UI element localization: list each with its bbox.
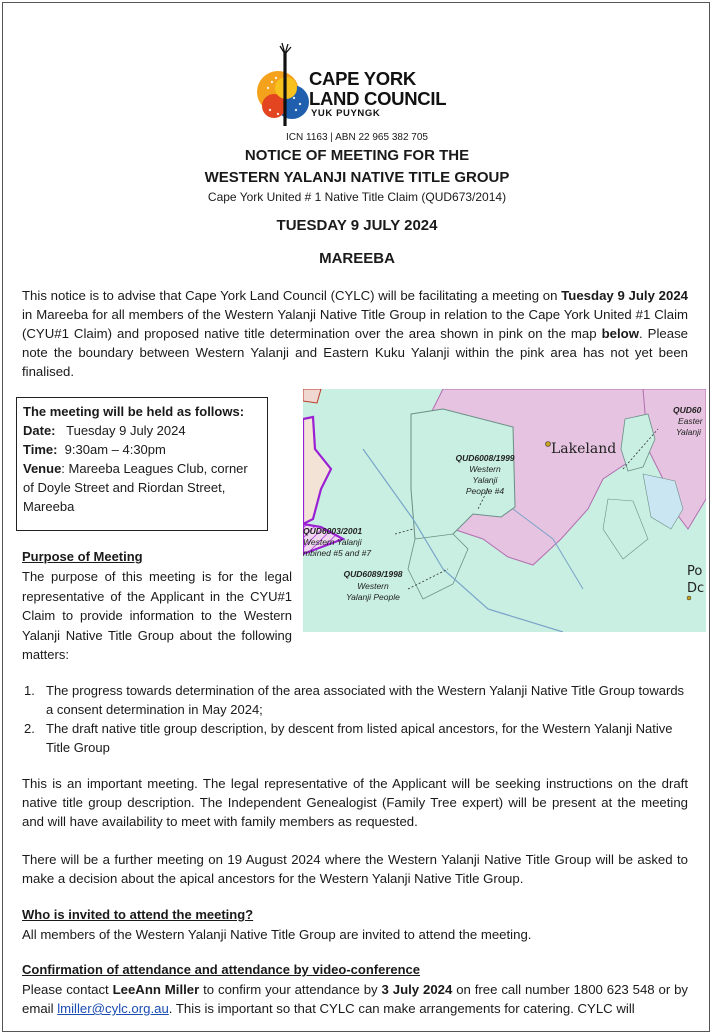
claim-area-map — [303, 389, 706, 632]
further-meeting-paragraph: There will be a further meeting on 19 August 2024 where the Western Yalanji Native Title Group will be asked to make a decision about the apical ancestors for the Western Yalanji Native Title Group. — [22, 852, 688, 886]
abn-line: ICN 1163 | ABN 22 965 382 705 — [286, 132, 428, 143]
list-item: 2. The draft native title group description, by descent from listed apical ancestors, for the Western Yalanji Native Title Group — [24, 721, 673, 755]
map-label-po: Po — [687, 564, 703, 579]
meeting-place-heading: MAREEBA — [319, 250, 395, 267]
meeting-box-heading: The meeting will be held as follows: — [23, 404, 245, 419]
purpose-heading: Purpose of Meeting — [22, 549, 143, 564]
meeting-details-box — [16, 397, 268, 531]
org-name-line1: CAPE YORK — [309, 68, 416, 89]
confirmation-heading: Confirmation of attendance and attendance by video-conference — [22, 962, 421, 977]
email-link[interactable]: lmiller@cylc.org.au — [57, 1001, 169, 1016]
matters-list — [22, 681, 688, 757]
list-item: 1. The progress towards determination of the area associated with the Western Yalanji Native Title Group towards a consent determination in May 2024; — [24, 683, 685, 717]
map-label-right-line2: Yalanji — [676, 427, 701, 437]
map-label-qud6003-code: QUD6003/2001 — [303, 526, 363, 536]
map-label-qud6089-line1: Western — [357, 581, 389, 591]
map-label-qud6008-line1: Western — [469, 464, 501, 474]
meeting-time-row: Time: 9:30am – 4:30pm — [23, 442, 166, 457]
map-label-qud6008-line3: People #4 — [465, 486, 505, 496]
title-line1: NOTICE OF MEETING FOR THE — [244, 147, 470, 164]
important-paragraph: This is an important meeting. The legal representative of the Applicant will be seeking instructions on the draft native title group description. The Independent Genealogist (Family Tree expert) will be present at the meeting and will have availability to meet with family members as requested. — [22, 776, 688, 829]
map-label-qud6008-line2: Yalanji — [472, 475, 498, 485]
map-label-dc: Dc — [687, 581, 705, 596]
map-label-qud6089-line2: Yalanji People — [346, 592, 400, 602]
map-label-qud6003-line2: mbined #5 and #7 — [303, 548, 372, 558]
invited-heading: Who is invited to attend the meeting? — [22, 907, 254, 922]
map-label-lakeland: Lakeland — [551, 441, 617, 457]
map-label-right-line1: Easter — [678, 416, 703, 426]
confirmation-paragraph: Please contact LeeAnn Miller to confirm your attendance by 3 July 2024 on free call number 1800 623 548 or by email lmiller@cylc.org.au. This is important so that CYLC can make arrangements for catering. CYLC will — [22, 982, 689, 1016]
org-subtitle: YUK PUYNGK — [311, 108, 381, 119]
meeting-date-heading: TUESDAY 9 JULY 2024 — [276, 217, 438, 234]
intro-paragraph: This notice is to advise that Cape York Land Council (CYLC) will be facilitating a meeting on Tuesday 9 July 2024 in Mareeba for all members of the Western Yalanji Native Title Group in relation to the Cape York United #1 Claim (CYU#1 Claim) and proposed native title determination over the area shown in pink on the map below. Please note the boundary between Western Yalanji and Eastern Kuku Yalanji within the pink area has not yet been finalised. — [22, 288, 688, 379]
meeting-venue-row: Venue: Mareeba Leagues Club, corner of Doyle Street and Riordan Street, Mareeba — [23, 461, 248, 514]
invited-paragraph: All members of the Western Yalanji Native Title Group are invited to attend the meeting. — [22, 927, 532, 942]
title-line2: WESTERN YALANJI NATIVE TITLE GROUP — [204, 169, 510, 186]
claim-line: Cape York United # 1 Native Title Claim (QUD673/2014) — [207, 190, 507, 204]
map-label-qud6089-code: QUD6089/1998 — [343, 569, 403, 579]
purpose-paragraph: The purpose of this meeting is for the legal representative of the Applicant in the CYU#1 Claim to provide information to the Western Yalanji Native Title Group about the following matters: — [22, 569, 292, 662]
map-label-right-code: QUD60 — [673, 405, 702, 415]
map-label-qud6003-line1: Western Yalanji — [303, 537, 362, 547]
org-name-line2: LAND COUNCIL — [309, 88, 447, 109]
meeting-date-row: Date: Tuesday 9 July 2024 — [23, 423, 186, 438]
map-label-qud6008-code: QUD6008/1999 — [455, 453, 515, 463]
